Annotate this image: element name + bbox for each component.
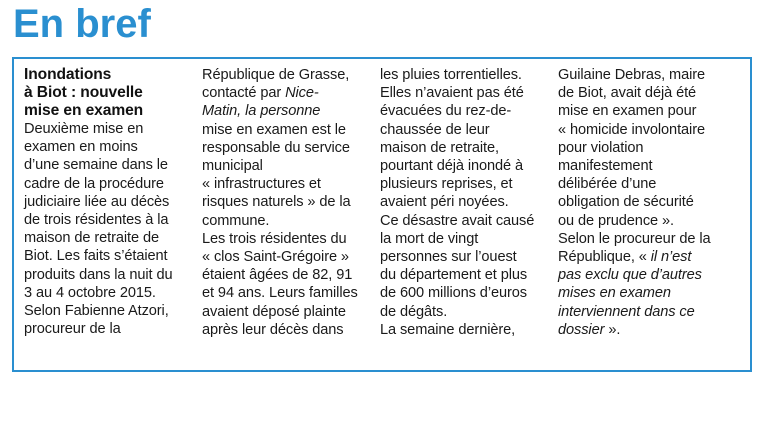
quote-close: ».	[604, 321, 621, 338]
article-text-line: obligation de sécurité	[558, 194, 694, 211]
article-text-line: Deuxième mise en	[24, 121, 144, 137]
article-text-line: commune.	[202, 212, 270, 229]
article-text-line: « homicide involontaire	[558, 121, 705, 138]
newspaper-name-cont: Matin, la personne	[202, 103, 321, 120]
article-text-line: plusieurs reprises, et	[380, 176, 513, 193]
article-text-line: maison de retraite de	[24, 230, 159, 247]
article-text-line: La semaine dernière,	[380, 321, 516, 338]
news-brief-box	[12, 57, 752, 372]
article-text-line: d’une semaine dans le	[24, 157, 168, 174]
article-text-line: les pluies torrentielles.	[380, 67, 522, 83]
article-text-line: pourtant déjà inondé à	[380, 158, 524, 175]
article-text-line: de Biot, avait déjà été	[558, 85, 697, 102]
article-text-line: ou de prudence ».	[558, 212, 674, 229]
newspaper-name: Nice-	[285, 85, 319, 102]
article-text-line	[558, 303, 726, 321]
quote-text: pas exclu que d’autres	[558, 267, 702, 284]
article-title-line: mise en examen	[24, 102, 144, 119]
article-text-line: du département et plus	[380, 267, 528, 284]
article-text-line	[558, 284, 726, 302]
article-text-line	[558, 248, 726, 266]
article-text-line: la mort de vingt	[380, 230, 479, 247]
quote-text: interviennent dans ce	[558, 303, 695, 320]
article-text-line: maison de retraite,	[380, 139, 499, 156]
article-text-line: et 94 ans. Leurs familles	[202, 285, 358, 302]
article-text-line: responsable du service	[202, 139, 350, 156]
article-text-line: évacuées du rez-de-	[380, 103, 512, 120]
article-text-line: Elles n’avaient pas été	[380, 85, 524, 102]
article-text-line: produits dans la nuit du	[24, 266, 173, 283]
article-text-line: République de Grasse,	[202, 67, 350, 83]
section-title: En bref	[13, 2, 151, 46]
article-text-line: étaient âgées de 82, 91	[202, 267, 353, 284]
article-text-line: examen en moins	[24, 139, 138, 156]
article-column-4	[558, 66, 726, 339]
article-column-2	[202, 66, 370, 339]
article-text-line: Selon Fabienne Atzori,	[24, 303, 169, 320]
article-text-line: avaient péri noyées.	[380, 194, 509, 211]
article-text-line	[558, 321, 726, 339]
article-text-line: judiciaire liée au décès	[24, 193, 170, 210]
article-text-line: personnes sur l’ouest	[380, 249, 517, 266]
article-text-line: municipal	[202, 158, 263, 175]
article-text-line: chaussée de leur	[380, 121, 490, 138]
article-text-line	[558, 266, 726, 284]
article-text-line: Les trois résidentes du	[202, 230, 347, 247]
article-text: République, «	[558, 249, 651, 266]
quote-text: dossier	[558, 321, 605, 338]
article-text-line: Selon le procureur de la	[558, 230, 711, 247]
article-text-line: Ce désastre avait causé	[380, 212, 535, 229]
article-column-1	[24, 66, 192, 338]
article-text: contacté par	[202, 85, 286, 102]
article-text-line	[202, 84, 370, 102]
article-text-line: après leur décès dans	[202, 321, 344, 338]
article-text-line: manifestement	[558, 158, 653, 175]
article-text-line: mise en examen est le	[202, 121, 346, 138]
article-text-line: pour violation	[558, 139, 644, 156]
article-text-line: mise en examen pour	[558, 103, 697, 120]
article-text-line: risques naturels » de la	[202, 194, 351, 211]
article-text-line: avaient déposé plainte	[202, 303, 346, 320]
article-text-line: de trois résidentes à la	[24, 212, 169, 229]
article-text-line: « clos Saint-Grégoire »	[202, 249, 349, 266]
quote-text: mises en examen	[558, 285, 671, 302]
article-text-line: de dégâts.	[380, 303, 448, 320]
article-text-line	[202, 102, 370, 120]
article-text-line: de 600 millions d’euros	[380, 285, 527, 302]
article-text-line: « infrastructures et	[202, 176, 321, 193]
article-title-line: Inondations	[24, 66, 112, 83]
quote-text: il n’est	[650, 249, 692, 266]
article-text-line: Guilaine Debras, maire	[558, 67, 706, 83]
article-text-line: Biot. Les faits s’étaient	[24, 248, 168, 265]
article-text-line: 3 au 4 octobre 2015.	[24, 284, 156, 301]
article-text-line: cadre de la procédure	[24, 175, 164, 192]
article-title	[24, 66, 192, 120]
article-text-line: procureur de la	[24, 321, 121, 338]
article-text-line: délibérée d’une	[558, 176, 657, 193]
article-column-3	[380, 66, 548, 339]
article-title-line: à Biot : nouvelle	[24, 84, 143, 101]
